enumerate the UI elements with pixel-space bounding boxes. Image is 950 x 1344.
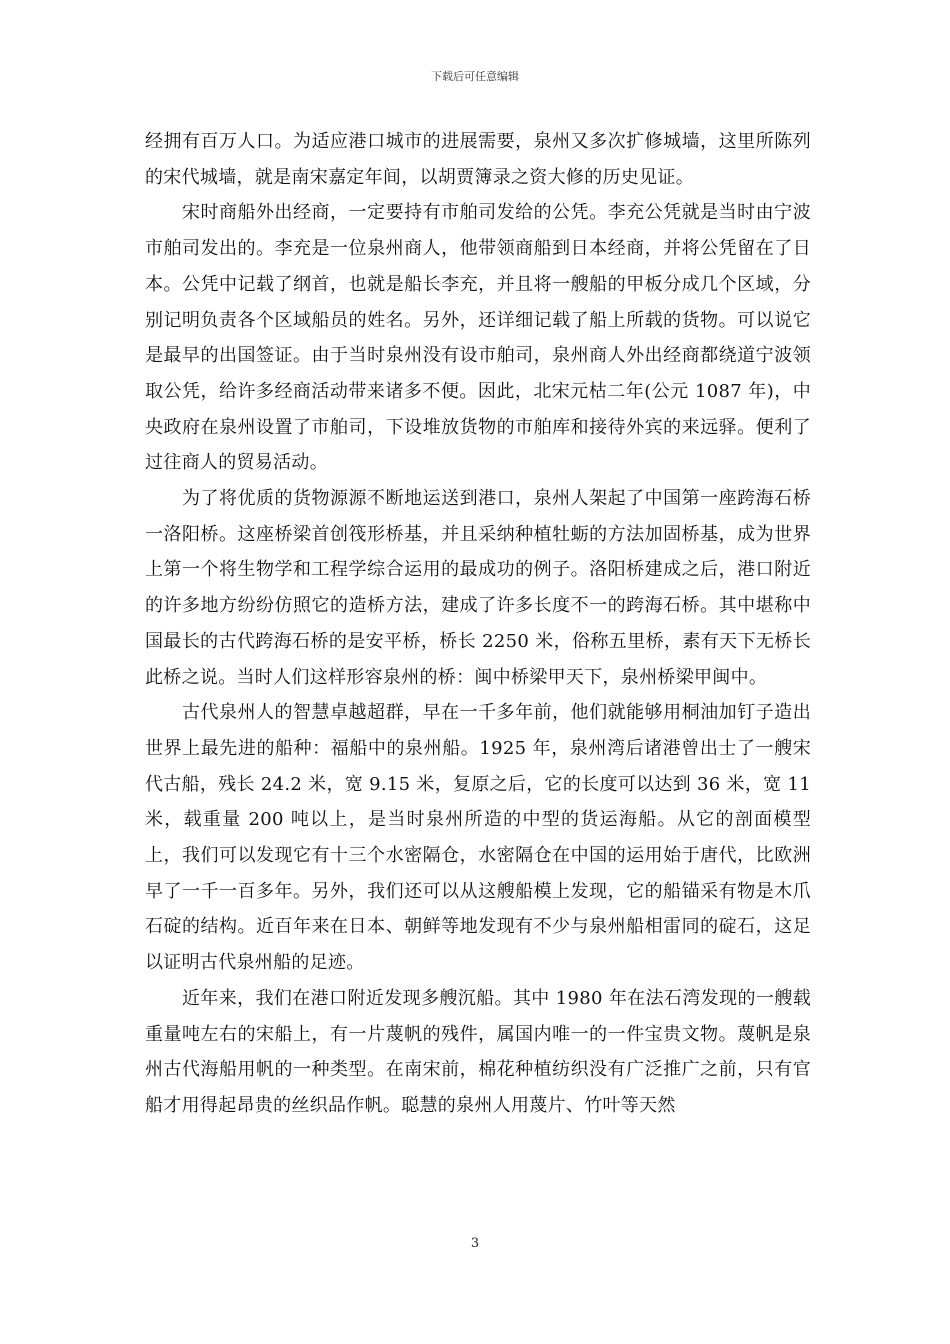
body-text xyxy=(145,124,811,1124)
paragraph: 近年来，我们在港口附近发现多艘沉船。其中 1980 年在法石湾发现的一艘载重量吨左右的宋船上，有一片蔑帆的残件，属国内唯一的一件宝贵文物。蔑帆是泉州古代海船用帆的一种类型。在南宋前，棉花种植纺织没有广泛推广之前，只有官船才用得起昂贵的丝织品作帆。聪慧的泉州人用蔑片、竹叶等天然 xyxy=(145,987,811,1116)
page-number: 3 xyxy=(470,1236,480,1251)
page-header: 下载后可任意编辑 xyxy=(431,70,519,83)
paragraph: 古代泉州人的智慧卓越超群，早在一千多年前，他们就能够用桐油加钉子造出世界上最先进的船种：福船中的泉州船。1925 年，泉州湾后诸港曾出士了一艘宋代古船，残长 24.2 米，宽 9.15 米，复原之后，它的长度可以达到 36 米，宽 11 米，载重量 200 吨以上，是当时泉州所造的中型的货运海船。从它的剖面模型上，我们可以发现它有十三个水密隔仓，水密隔仓在中国的运用始于唐代，比欧洲早了一千一百多年。另外，我们还可以从这艘船模上发现，它的船锚采有物是木爪石碇的结构。近百年来在日本、朝鲜等地发现有不少与泉州船相雷同的碇石，这足以证明古代泉州船的足迹。 xyxy=(145,702,811,974)
paragraph: 经拥有百万人口。为适应港口城市的进展需要，泉州又多次扩修城墙，这里所陈列的宋代城墙，就是南宋嘉定年间，以胡贾簿录之资大修的历史见证。 xyxy=(145,131,811,188)
paragraph: 为了将优质的货物源源不断地运送到港口，泉州人架起了中国第一座跨海石桥一洛阳桥。这座桥梁首创筏形桥基，并且采纳种植牡蛎的方法加固桥基，成为世界上第一个将生物学和工程学综合运用的最成功的例子。洛阳桥建成之后，港口附近的许多地方纷纷仿照它的造桥方法，建成了许多长度不一的跨海石桥。其中堪称中国最长的古代跨海石桥的是安平桥，桥长 2250 米，俗称五里桥，素有天下无桥长此桥之说。当时人们这样形容泉州的桥：闽中桥梁甲天下，泉州桥梁甲闽中。 xyxy=(145,488,811,688)
paragraph: 宋时商船外出经商，一定要持有市舶司发给的公凭。李充公凭就是当时由宁波市舶司发出的。李充是一位泉州商人，他带领商船到日本经商，并将公凭留在了日本。公凭中记载了纲首，也就是船长李充，并且将一艘船的甲板分成几个区域，分别记明负责各个区域船员的姓名。另外，还详细记载了船上所载的货物。可以说它是最早的出国签证。由于当时泉州没有设市舶司，泉州商人外出经商都绕道宁波领取公凭，给许多经商活动带来诸多不便。因此，北宋元枯二年(公元 1087 年)，中央政府在泉州设置了市舶司，下设堆放货物的市舶库和接待外宾的来远驿。便利了过往商人的贸易活动。 xyxy=(145,202,811,474)
